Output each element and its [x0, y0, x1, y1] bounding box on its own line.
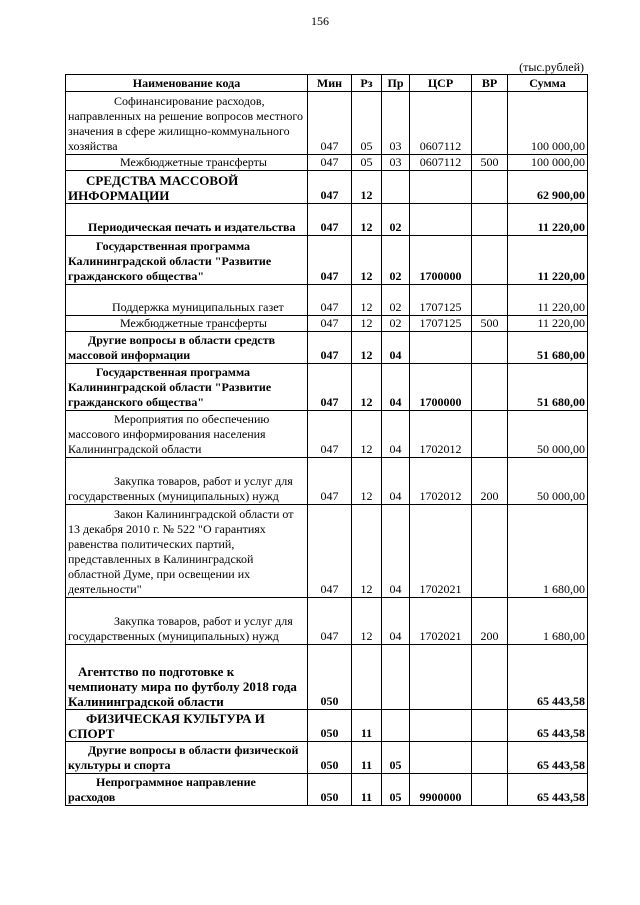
row-rz: 12 [352, 458, 382, 505]
row-rz: 12 [352, 364, 382, 411]
row-csr [410, 742, 472, 774]
table-row [66, 598, 588, 645]
row-csr: 1702021 [410, 505, 472, 598]
row-sum: 100 000,00 [508, 92, 588, 155]
row-name: Межбюджетные трансферты [66, 316, 308, 332]
row-vr: 500 [472, 155, 508, 171]
table-row [66, 458, 588, 505]
row-vr [472, 285, 508, 316]
row-pr [382, 710, 410, 742]
row-sum: 51 680,00 [508, 364, 588, 411]
row-min: 047 [308, 155, 352, 171]
row-rz: 11 [352, 742, 382, 774]
row-vr [472, 236, 508, 285]
row-vr [472, 364, 508, 411]
row-sum: 11 220,00 [508, 236, 588, 285]
row-min: 047 [308, 364, 352, 411]
row-csr: 1707125 [410, 316, 472, 332]
row-min: 047 [308, 316, 352, 332]
row-min: 047 [308, 505, 352, 598]
row-name: СРЕДСТВА МАССОВОЙ ИНФОРМАЦИИ [66, 171, 308, 204]
row-name: Софинансирование расходов, направленных на решение вопросов местного значения в сфере жилищно-коммунального хозяйства [66, 92, 308, 155]
page-number: 156 [311, 14, 329, 28]
row-vr [472, 505, 508, 598]
units-label: (тыс.рублей) [519, 60, 584, 74]
row-min: 047 [308, 204, 352, 236]
row-pr: 03 [382, 92, 410, 155]
header-vr: ВР [472, 75, 508, 92]
row-pr: 02 [382, 316, 410, 332]
row-vr [472, 710, 508, 742]
row-pr: 04 [382, 505, 410, 598]
row-name: Непрограммное направление расходов [66, 774, 308, 806]
row-vr [472, 332, 508, 364]
row-csr [410, 204, 472, 236]
row-min: 047 [308, 332, 352, 364]
row-pr: 04 [382, 458, 410, 505]
table-row [66, 171, 588, 204]
row-csr [410, 171, 472, 204]
row-name: Межбюджетные трансферты [66, 155, 308, 171]
row-sum: 1 680,00 [508, 598, 588, 645]
row-rz: 12 [352, 285, 382, 316]
row-pr: 02 [382, 204, 410, 236]
header-rz: Рз [352, 75, 382, 92]
header-pr: Пр [382, 75, 410, 92]
row-sum: 65 443,58 [508, 710, 588, 742]
row-rz: 11 [352, 774, 382, 806]
row-sum: 62 900,00 [508, 171, 588, 204]
table-row [66, 204, 588, 236]
row-csr: 1702012 [410, 411, 472, 458]
row-min: 050 [308, 645, 352, 710]
row-vr [472, 645, 508, 710]
row-pr [382, 171, 410, 204]
row-rz [352, 645, 382, 710]
row-vr: 500 [472, 316, 508, 332]
row-csr: 1702021 [410, 598, 472, 645]
row-rz: 12 [352, 332, 382, 364]
table-row [66, 236, 588, 285]
table-row [66, 411, 588, 458]
row-sum: 50 000,00 [508, 411, 588, 458]
row-pr [382, 645, 410, 710]
row-vr [472, 774, 508, 806]
row-rz: 12 [352, 411, 382, 458]
table-row [66, 710, 588, 742]
row-name: Закупка товаров, работ и услуг для государственных (муниципальных) нужд [66, 458, 308, 505]
row-csr: 9900000 [410, 774, 472, 806]
row-sum: 65 443,58 [508, 774, 588, 806]
row-vr [472, 742, 508, 774]
table-row [66, 92, 588, 155]
table-row [66, 505, 588, 598]
row-name: Государственная программа Калининградской области "Развитие гражданского общества" [66, 236, 308, 285]
row-pr: 05 [382, 774, 410, 806]
row-pr: 02 [382, 285, 410, 316]
row-vr: 200 [472, 458, 508, 505]
row-min: 047 [308, 285, 352, 316]
row-sum: 1 680,00 [508, 505, 588, 598]
table-row [66, 774, 588, 806]
row-rz: 12 [352, 316, 382, 332]
row-rz: 12 [352, 171, 382, 204]
table-row [66, 645, 588, 710]
budget-table [65, 74, 588, 806]
row-sum: 50 000,00 [508, 458, 588, 505]
row-name: Агентство по подготовке к чемпионату мира по футболу 2018 года Калининградской области [66, 645, 308, 710]
row-name: Государственная программа Калининградской области "Развитие гражданского общества" [66, 364, 308, 411]
row-pr: 04 [382, 411, 410, 458]
row-min: 050 [308, 742, 352, 774]
header-csr: ЦСР [410, 75, 472, 92]
row-sum: 65 443,58 [508, 742, 588, 774]
row-csr: 1702012 [410, 458, 472, 505]
row-name: Закон Калининградской области от 13 декабря 2010 г. № 522 "О гарантиях равенства политических партий, представленных в Калининградской областной Думе, при освещении их деятельности" [66, 505, 308, 598]
row-name: Другие вопросы в области средств массовой информации [66, 332, 308, 364]
row-min: 047 [308, 236, 352, 285]
row-vr [472, 171, 508, 204]
row-csr: 0607112 [410, 155, 472, 171]
table-row [66, 316, 588, 332]
header-sum: Сумма [508, 75, 588, 92]
table-header-row [66, 75, 588, 92]
row-csr: 1707125 [410, 285, 472, 316]
row-min: 047 [308, 92, 352, 155]
row-csr: 1700000 [410, 364, 472, 411]
row-vr: 200 [472, 598, 508, 645]
row-name: Поддержка муниципальных газет [66, 285, 308, 316]
row-sum: 11 220,00 [508, 316, 588, 332]
row-sum: 11 220,00 [508, 204, 588, 236]
row-min: 047 [308, 458, 352, 505]
table-row [66, 742, 588, 774]
row-rz: 05 [352, 155, 382, 171]
row-min: 047 [308, 411, 352, 458]
table-row [66, 155, 588, 171]
row-pr: 04 [382, 332, 410, 364]
row-rz: 12 [352, 598, 382, 645]
row-sum: 100 000,00 [508, 155, 588, 171]
row-sum: 51 680,00 [508, 332, 588, 364]
row-min: 050 [308, 710, 352, 742]
row-pr: 04 [382, 364, 410, 411]
table-row [66, 285, 588, 316]
table-row [66, 364, 588, 411]
row-min: 050 [308, 774, 352, 806]
row-vr [472, 204, 508, 236]
row-pr: 03 [382, 155, 410, 171]
row-pr: 04 [382, 598, 410, 645]
row-name: Мероприятия по обеспечению массового информирования населения Калининградской области [66, 411, 308, 458]
header-name: Наименование кода [66, 75, 308, 92]
row-name: Другие вопросы в области физической культуры и спорта [66, 742, 308, 774]
row-rz: 12 [352, 505, 382, 598]
row-name: Периодическая печать и издательства [66, 204, 308, 236]
row-csr [410, 710, 472, 742]
row-min: 047 [308, 171, 352, 204]
row-rz: 05 [352, 92, 382, 155]
header-min: Мин [308, 75, 352, 92]
row-pr: 05 [382, 742, 410, 774]
row-vr [472, 92, 508, 155]
row-sum: 11 220,00 [508, 285, 588, 316]
row-pr: 02 [382, 236, 410, 285]
row-csr: 0607112 [410, 92, 472, 155]
row-csr [410, 332, 472, 364]
row-rz: 12 [352, 204, 382, 236]
row-csr: 1700000 [410, 236, 472, 285]
table-row [66, 332, 588, 364]
row-vr [472, 411, 508, 458]
row-csr [410, 645, 472, 710]
row-sum: 65 443,58 [508, 645, 588, 710]
row-min: 047 [308, 598, 352, 645]
row-name: Закупка товаров, работ и услуг для государственных (муниципальных) нужд [66, 598, 308, 645]
row-rz: 12 [352, 236, 382, 285]
row-name: ФИЗИЧЕСКАЯ КУЛЬТУРА И СПОРТ [66, 710, 308, 742]
row-rz: 11 [352, 710, 382, 742]
